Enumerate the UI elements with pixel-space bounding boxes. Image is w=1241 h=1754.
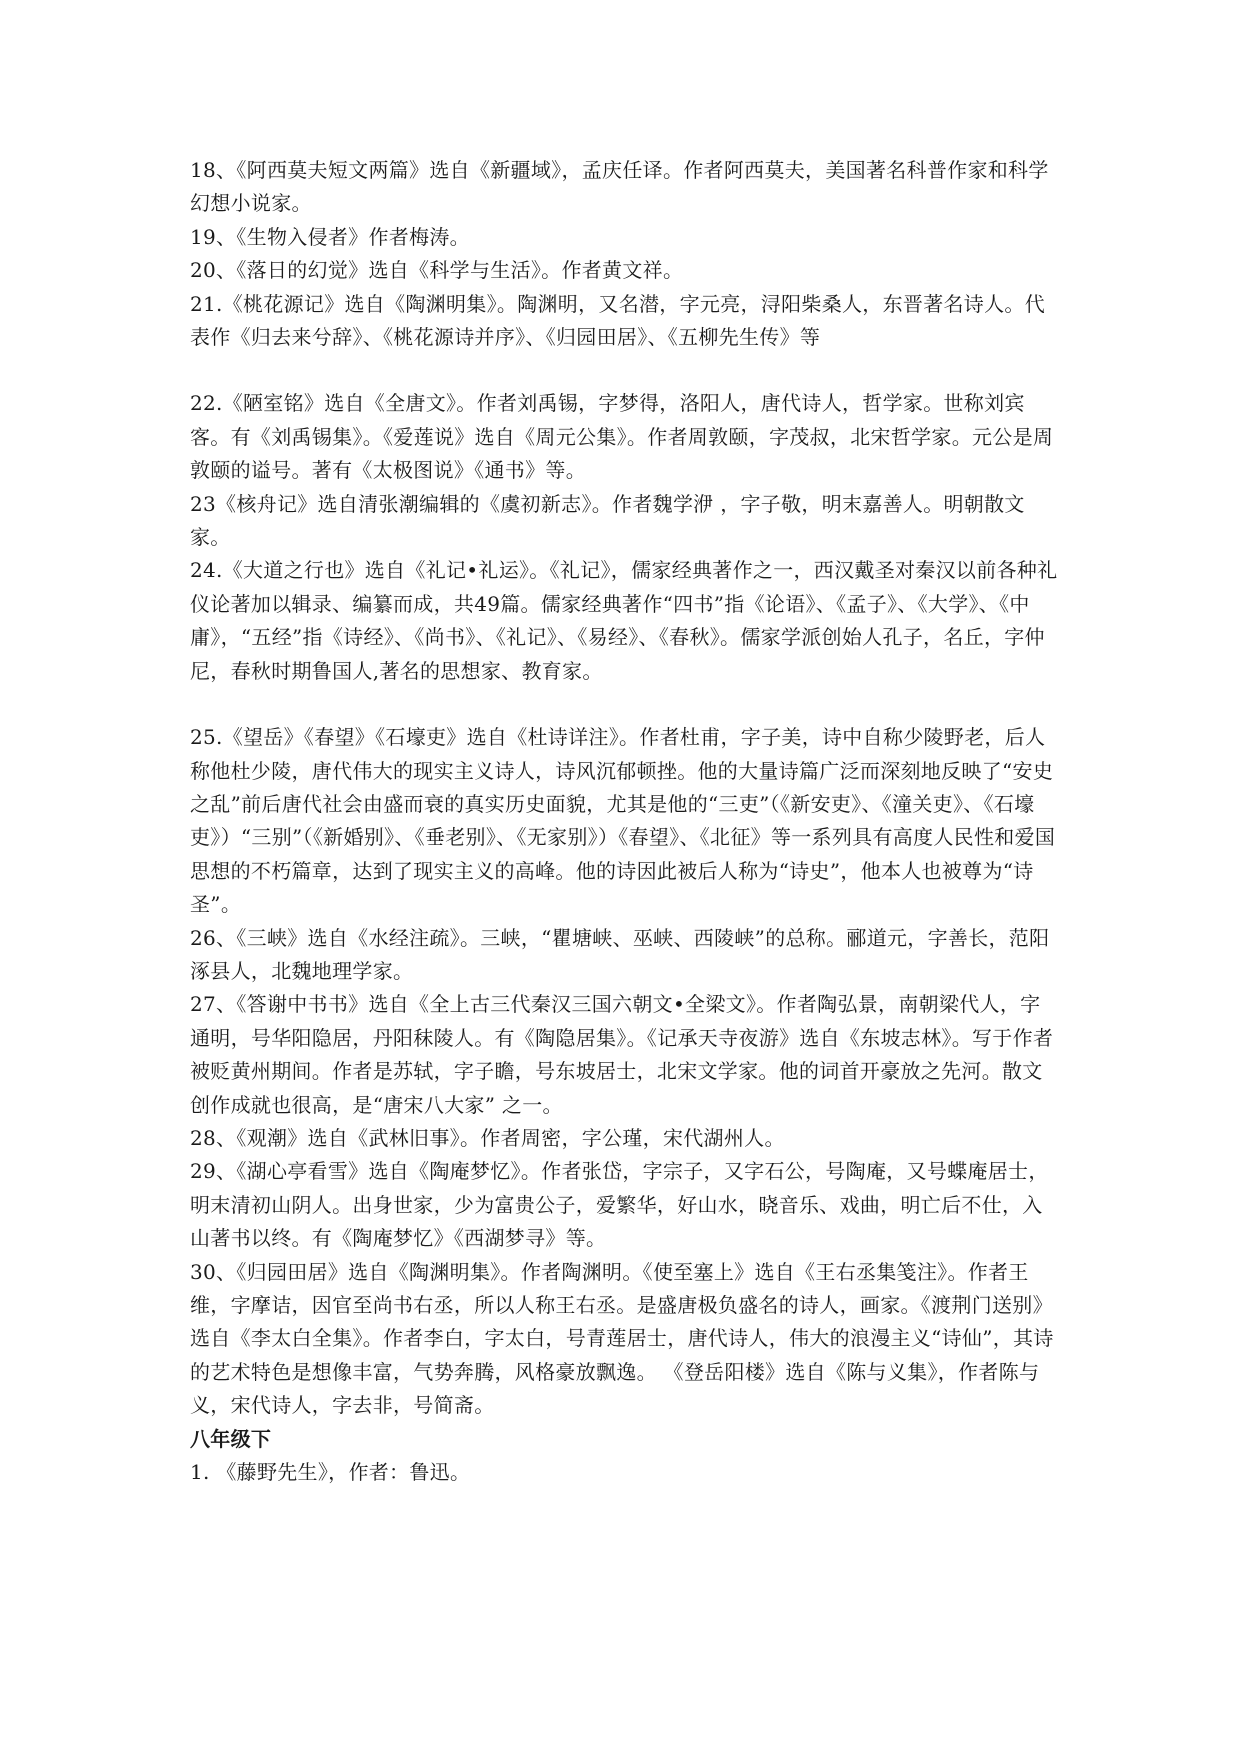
entry-27: 27、《答谢中书书》选自《全上古三代秦汉三国六朝文•全梁文》。作者陶弘景，南朝梁代人，字通明，号华阳隐居，丹阳秣陵人。有《陶隐居集》。《记承天寺夜游》选自《东坡志林》。写于作者被贬黄州期间。作者是苏轼，字子瞻，号东坡居士，北宋文学家。他的词首开豪放之先河。散文创作成就也很高，是“唐宋八大家” 之一。 bbox=[190, 992, 1054, 1117]
entry-20: 20、《落日的幻觉》选自《科学与生活》。作者黄文祥。 bbox=[190, 258, 684, 283]
entry-18: 18、《阿西莫夫短文两篇》选自《新疆域》，孟庆任译。作者阿西莫夫，美国著名科普作家和科学幻想小说家。 bbox=[190, 158, 1049, 216]
entry-30: 30、《归园田居》选自《陶渊明集》。作者陶渊明。《使至塞上》选自《王右丞集笺注》。作者王维，字摩诘，因官至尚书右丞，所以人称王右丞。是盛唐极负盛名的诗人，画家。《渡荆门送别》选自《李太白全集》。作者李白，字太白，号青莲居士，唐代诗人，伟大的浪漫主义“诗仙”，其诗的艺术特色是想像丰富，气势奔腾，风格豪放飘逸。 《登岳阳楼》选自《陈与义集》，作者陈与义，宋代诗人，字去非，号简斋。 bbox=[190, 1259, 1054, 1418]
entry-28: 28、《观潮》选自《武林旧事》。作者周密，字公瑾，宋代湖州人。 bbox=[190, 1125, 785, 1150]
entry-29: 29、《湖心亭看雪》选自《陶庵梦忆》。作者张岱，字宗子，又字石公，号陶庵，又号蝶庵居士，明末清初山阴人。出身世家，少为富贵公子，爱繁华，好山水，晓音乐、戏曲，明亡后不仕，入山著书以终。有《陶庵梦忆》《西湖梦寻》等。 bbox=[190, 1159, 1049, 1251]
document-body bbox=[190, 154, 1058, 1489]
entry-23: 23《核舟记》选自清张潮编辑的《虞初新志》。作者魏学洢 ，字子敬，明末嘉善人。明朝散文家。 bbox=[190, 491, 1025, 550]
section-heading: 八年级下 bbox=[190, 1426, 272, 1451]
entry-25: 25.《望岳》《春望》《石壕吏》选自《杜诗详注》。作者杜甫，字子美，诗中自称少陵野老，后人称他杜少陵，唐代伟大的现实主义诗人，诗风沉郁顿挫。他的大量诗篇广泛而深刻地反映了“安史之乱”前后唐代社会由盛而衰的真实历史面貌，尤其是他的“三吏”（《新安吏》、《潼关吏》、《石壕吏》）“三别”（《新婚别》、《垂老别》、《无家别》）《春望》、《北征》等一系列具有高度人民性和爱国思想的不朽篇章，达到了现实主义的高峰。他的诗因此被后人称为“诗史”，他本人也被尊为“诗圣”。 bbox=[190, 725, 1056, 917]
entry-19: 19、《生物入侵者》作者梅涛。 bbox=[190, 224, 470, 249]
entry-26: 26、《三峡》选自《水经注疏》。三峡，“瞿塘峡、巫峡、西陵峡”的总称。郦道元，字善长，范阳涿县人，北魏地理学家。 bbox=[190, 925, 1050, 983]
entry-21: 21.《桃花源记》选自《陶渊明集》。陶渊明，又名潜，字元亮，浔阳柴桑人，东晋著名诗人。代表作《归去来兮辞》、《桃花源诗并序》、《归园田居》、《五柳先生传》等 bbox=[190, 291, 1046, 350]
entry-24: 24.《大道之行也》选自《礼记•礼运》。《礼记》，儒家经典著作之一，西汉戴圣对秦汉以前各种礼仪论著加以辑录、编纂而成，共49篇。儒家经典著作“四书”指《论语》、《孟子》、《大学》、《中庸》，“五经”指《诗经》、《尚书》、《礼记》、《易经》、《春秋》。儒家学派创始人孔子，名丘，字仲尼，春秋时期鲁国人,著名的思想家、教育家。 bbox=[190, 558, 1058, 683]
entry-22: 22.《陋室铭》选自《全唐文》。作者刘禹锡，字梦得，洛阳人，唐代诗人，哲学家。世称刘宾客。有《刘禹锡集》。《爱莲说》选自《周元公集》。作者周敦颐，字茂叔，北宋哲学家。元公是周敦颐的谥号。著有《太极图说》《通书》等。 bbox=[190, 391, 1054, 483]
section-entry-1: 1. 《藤野先生》，作者：鲁迅。 bbox=[190, 1460, 471, 1485]
